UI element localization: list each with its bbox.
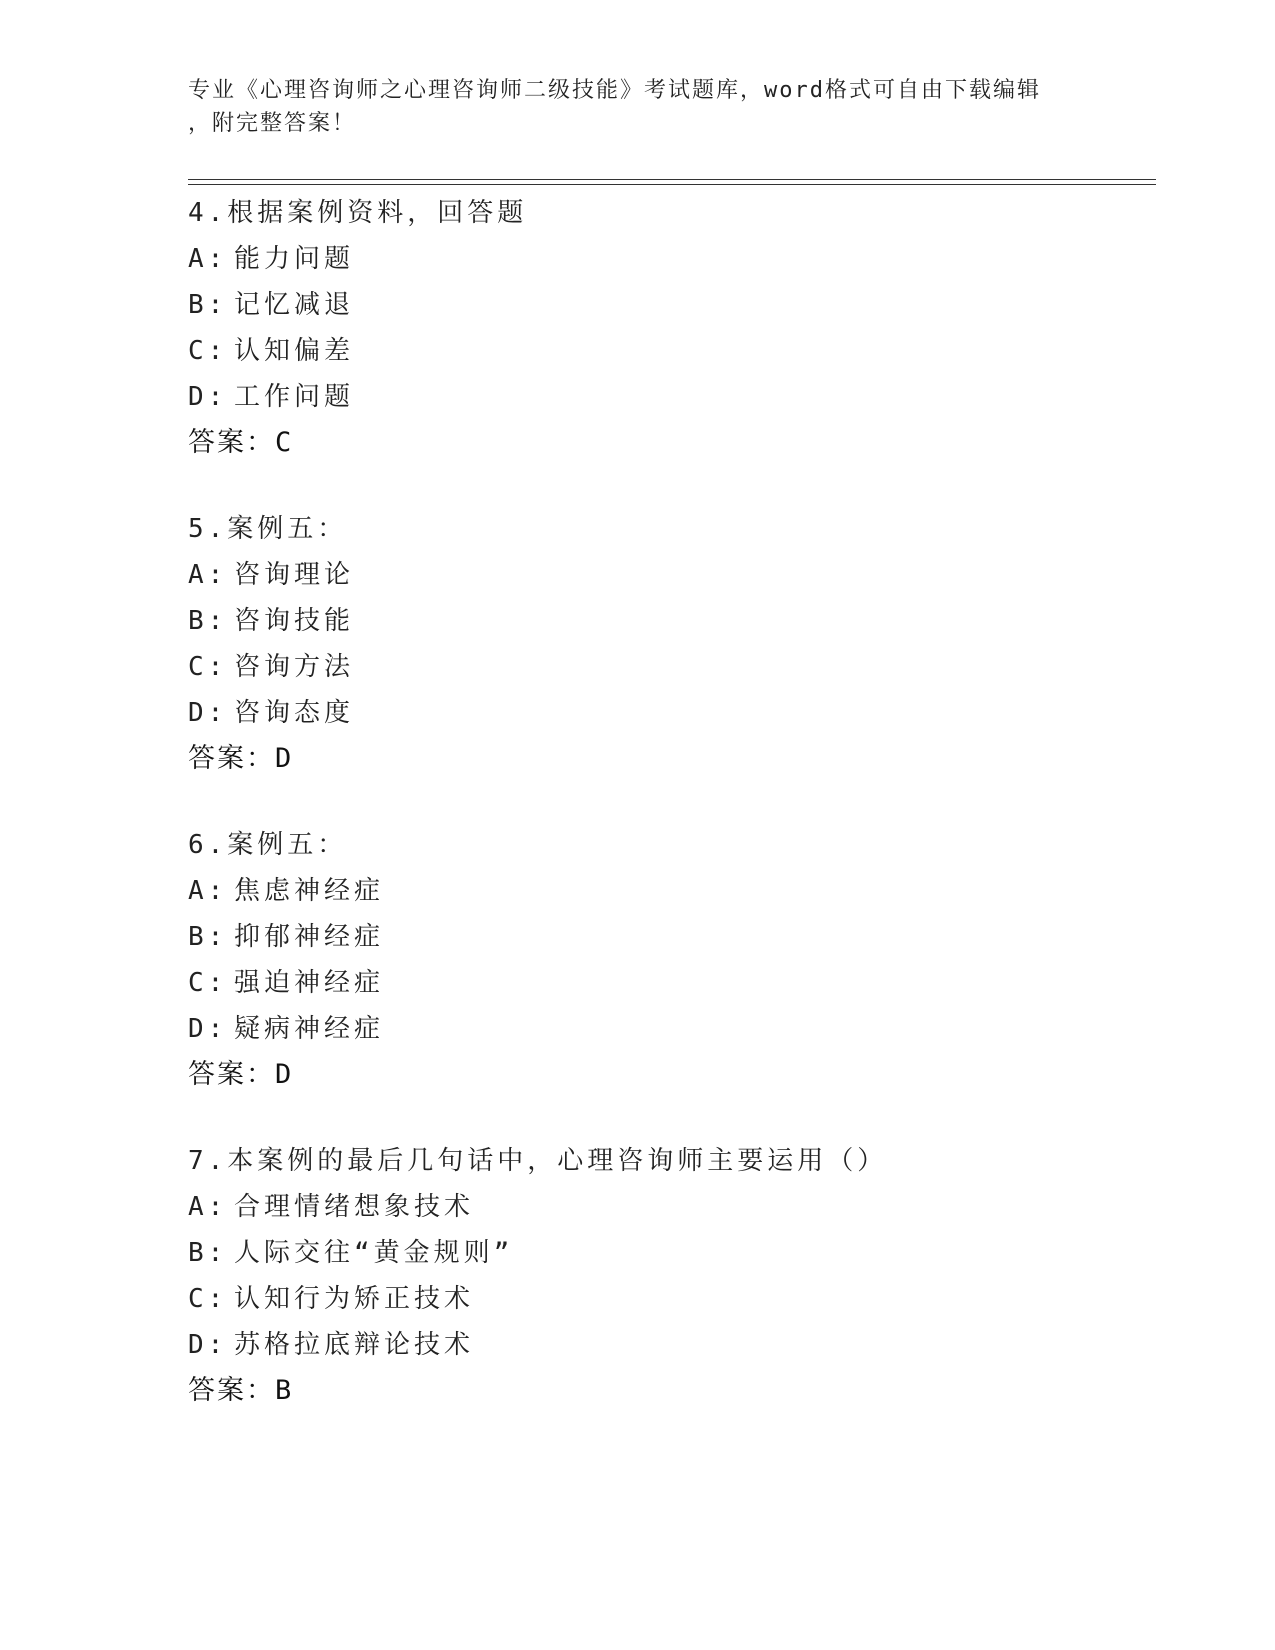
option-text: 强迫神经症 — [234, 968, 385, 998]
option-b — [188, 282, 1148, 328]
option-c — [188, 644, 1148, 690]
option-letter: A: — [188, 1192, 228, 1222]
option-letter: D: — [188, 1014, 228, 1044]
option-c — [188, 328, 1148, 374]
option-text: 人际交往“黄金规则” — [234, 1238, 514, 1268]
option-letter: B: — [188, 606, 228, 636]
option-letter: D: — [188, 382, 228, 412]
question-stem: 7.本案例的最后几句话中，心理咨询师主要运用（） — [188, 1146, 888, 1176]
option-text: 工作问题 — [234, 382, 355, 412]
answer-label: 答案： — [188, 1375, 275, 1406]
option-text: 认知偏差 — [234, 336, 355, 366]
header-divider-top — [188, 179, 1156, 180]
option-d — [188, 374, 1148, 420]
question-5 — [188, 506, 1148, 782]
option-c — [188, 1276, 1148, 1322]
option-a — [188, 236, 1148, 282]
answer-label: 答案： — [188, 1059, 275, 1090]
option-text: 咨询方法 — [234, 652, 355, 682]
option-a — [188, 552, 1148, 598]
answer-line — [188, 1368, 1148, 1414]
document-header — [188, 74, 1088, 140]
question-list — [188, 190, 1148, 1414]
header-line-2: ，附完整答案！ — [188, 111, 357, 136]
answer-label: 答案： — [188, 427, 275, 458]
option-text: 疑病神经症 — [234, 1014, 385, 1044]
option-text: 咨询技能 — [234, 606, 355, 636]
question-stem: 4.根据案例资料，回答题 — [188, 198, 528, 228]
answer-line — [188, 736, 1148, 782]
option-d — [188, 1006, 1148, 1052]
option-d — [188, 1322, 1148, 1368]
option-d — [188, 690, 1148, 736]
option-letter: A: — [188, 244, 228, 274]
answer-value: B — [275, 1375, 294, 1406]
option-letter: C: — [188, 1284, 228, 1314]
question-stem: 5.案例五： — [188, 514, 348, 544]
option-text: 苏格拉底辩论技术 — [234, 1330, 475, 1360]
option-text: 焦虑神经症 — [234, 876, 385, 906]
header-line-1: 专业《心理咨询师之心理咨询师二级技能》考试题库，word格式可自由下载编辑 — [188, 78, 1041, 103]
option-letter: A: — [188, 560, 228, 590]
option-letter: C: — [188, 968, 228, 998]
option-b — [188, 598, 1148, 644]
option-text: 抑郁神经症 — [234, 922, 385, 952]
option-text: 咨询理论 — [234, 560, 355, 590]
option-a — [188, 868, 1148, 914]
option-b — [188, 1230, 1148, 1276]
question-6 — [188, 822, 1148, 1098]
option-letter: B: — [188, 922, 228, 952]
option-letter: B: — [188, 290, 228, 320]
answer-value: D — [275, 1059, 294, 1090]
option-text: 咨询态度 — [234, 698, 355, 728]
option-letter: D: — [188, 1330, 228, 1360]
answer-value: C — [275, 427, 294, 458]
option-c — [188, 960, 1148, 1006]
option-letter: C: — [188, 336, 228, 366]
answer-line — [188, 420, 1148, 466]
question-7 — [188, 1138, 1148, 1414]
option-text: 记忆减退 — [234, 290, 355, 320]
option-text: 能力问题 — [234, 244, 355, 274]
option-text: 认知行为矫正技术 — [234, 1284, 475, 1314]
option-letter: D: — [188, 698, 228, 728]
option-letter: B: — [188, 1238, 228, 1268]
answer-value: D — [275, 743, 294, 774]
question-4 — [188, 190, 1148, 466]
answer-line — [188, 1052, 1148, 1098]
answer-label: 答案： — [188, 743, 275, 774]
question-stem: 6.案例五： — [188, 830, 348, 860]
option-a — [188, 1184, 1148, 1230]
option-letter: C: — [188, 652, 228, 682]
header-divider-bottom — [188, 184, 1156, 185]
option-letter: A: — [188, 876, 228, 906]
option-text: 合理情绪想象技术 — [234, 1192, 475, 1222]
option-b — [188, 914, 1148, 960]
